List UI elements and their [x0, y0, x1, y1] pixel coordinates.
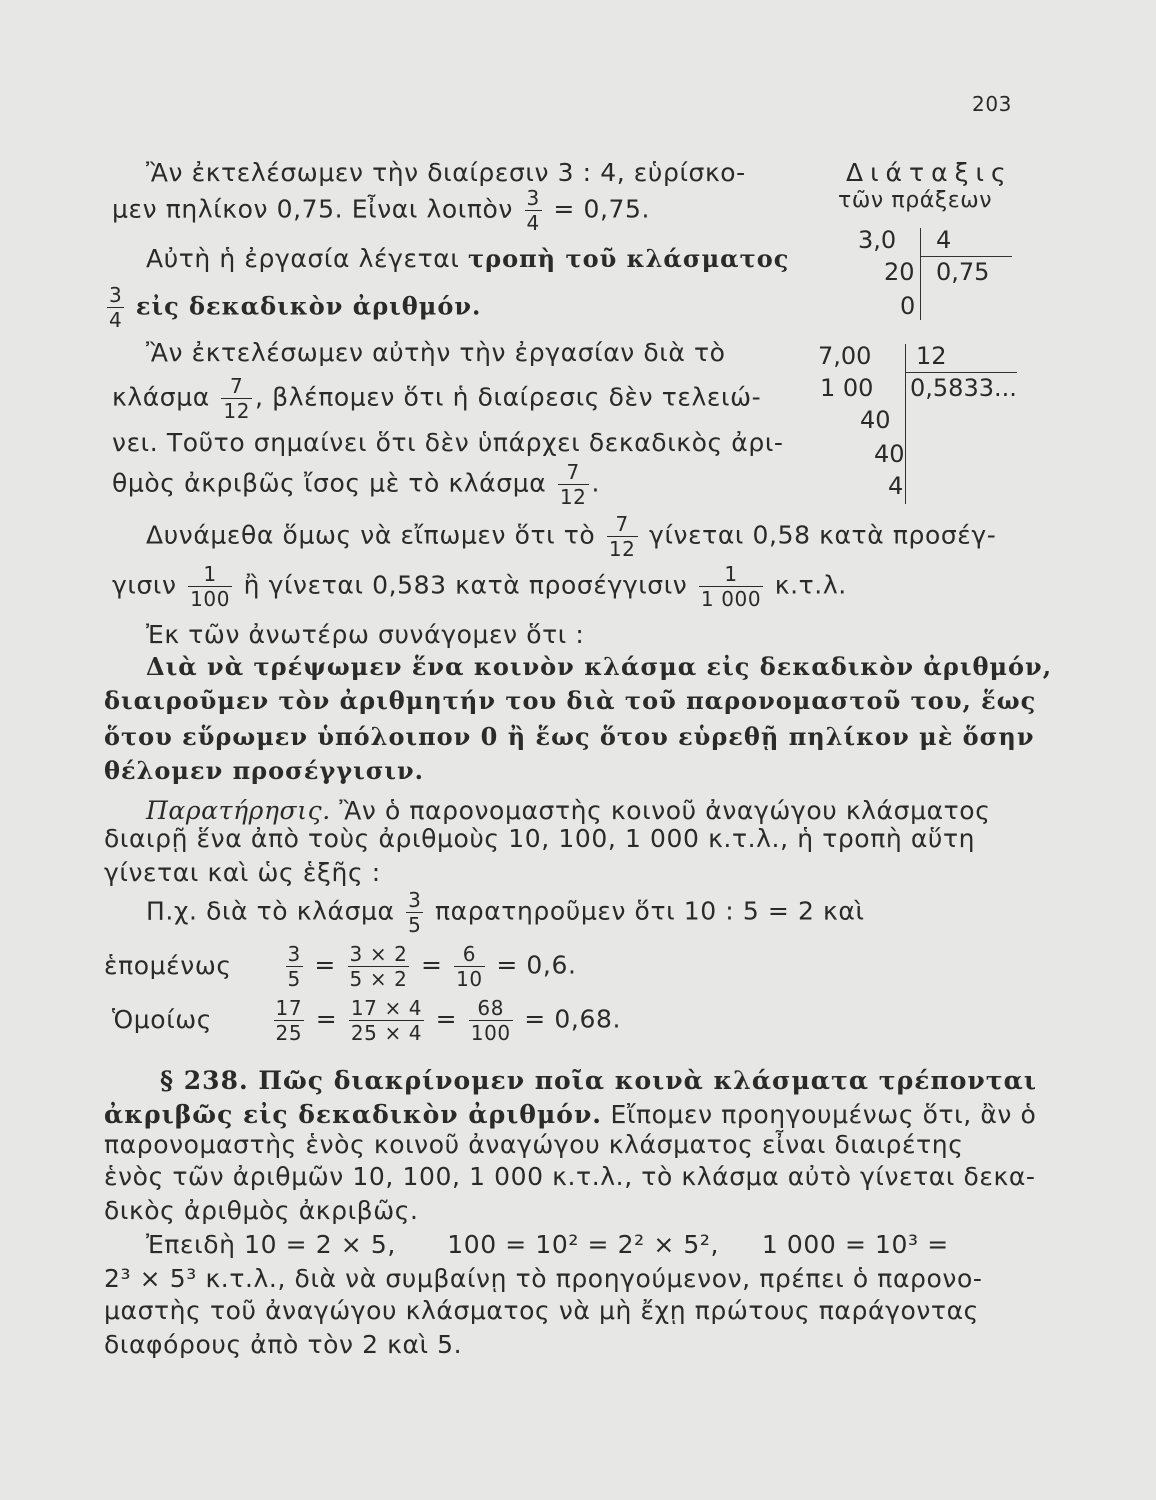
remark-line2: διαιρῇ ἕνα ἀπὸ τοὺς ἀριθμοὺς 10, 100, 1 000 κ.τ.λ., ἡ τροπὴ αὕτη: [104, 824, 976, 853]
remark-example: Π.χ. διὰ τὸ κλάσμα $\frac{3}{5}$ παρατηροῦμεν ὅτι 10 : 5 = 2 καὶ: [146, 888, 865, 937]
section-line6: 2³ × 5³ κ.τ.λ., διὰ νὰ συμβαίνῃ τὸ προηγούμενον, πρέπει ὁ παρονο-: [104, 1264, 983, 1293]
fraction-3-5: $\frac{3}{5}$: [408, 888, 422, 937]
rule-line2: διαιροῦμεν τὸν ἀριθμητήν του διὰ τοῦ παρονομαστοῦ του, ἕως: [104, 686, 1037, 715]
fraction-7-12: $\frac{7}{12}$: [559, 460, 587, 509]
page-number: 203: [972, 92, 1012, 116]
p3-line4: θμὸς ἀκριβῶς ἴσος μὲ τὸ κλάσμα $\frac{7}{12}$ .: [112, 460, 601, 509]
fraction-1-1000: $\frac{1}{1 000}$: [700, 562, 762, 611]
p4-line1: Δυνάμεθα ὅμως νὰ εἴπωμεν ὅτι τὸ $\frac{7}{12}$ γίνεται 0,58 κατὰ προσέγ-: [146, 512, 997, 561]
p1-line1: Ἂν ἐκτελέσωμεν τὴν διαίρεσιν 3 : 4, εὑρίσκο-: [146, 158, 746, 187]
side-title: Διάταξις: [846, 158, 1013, 187]
section-line7: μαστὴς τοῦ ἀναγώγου κλάσματος νὰ μὴ ἔχῃ πρώτους παράγοντας: [104, 1296, 979, 1325]
p3-line1: Ἂν ἐκτελέσωμεν αὐτὴν τὴν ἐργασίαν διὰ τὸ: [146, 338, 726, 367]
section-line4: δικὸς ἀριθμὸς ἀκριβῶς.: [104, 1196, 419, 1225]
p3-line2: κλάσμα $\frac{7}{12}$ , βλέπομεν ὅτι ἡ διαίρεσις δὲν τελειώ-: [112, 374, 762, 423]
fraction-7-12: $\frac{7}{12}$: [608, 512, 636, 561]
section-line1: ἀκριβῶς εἰς δεκαδικὸν ἀριθμόν. Εἴπομεν προηγουμένως ὅτι, ἂν ὁ: [104, 1100, 1037, 1129]
section-heading: § 238. Πῶς διακρίνομεν ποῖα κοινὰ κλάσματα τρέπονται: [160, 1066, 1037, 1095]
fraction-3-4: $\frac{3}{4}$: [109, 283, 123, 332]
rule-line3: ὅτου εὕρωμεν ὑπόλοιπον 0 ἢ ἕως ὅτου εὑρεθῇ πηλίκον μὲ ὅσην: [104, 722, 1035, 751]
section-line2: παρονομαστὴς ἑνὸς κοινοῦ ἀναγώγου κλάσματος εἶναι διαιρέτης: [104, 1130, 964, 1159]
section-line5: Ἐπειδὴ 10 = 2 × 5, 100 = 10² = 2² × 5², 1 000 = 10³ =: [146, 1230, 949, 1259]
section-line8: διαφόρους ἀπὸ τὸν 2 καὶ 5.: [104, 1330, 463, 1359]
rule-line1: Διὰ νὰ τρέψωμεν ἕνα κοινὸν κλάσμα εἰς δεκαδικὸν ἀριθμόν,: [146, 652, 1053, 681]
remark-line1: Παρατήρησις. Ἂν ὁ παρονομαστὴς κοινοῦ ἀναγώγου κλάσματος: [146, 796, 991, 825]
p2-line1: Αὐτὴ ἡ ἐργασία λέγεται τροπὴ τοῦ κλάσματος: [146, 244, 790, 273]
p3-line3: νει. Τοῦτο σημαίνει ὅτι δὲν ὑπάρχει δεκαδικὸς ἀρι-: [112, 428, 784, 457]
remark-line3: γίνεται καὶ ὡς ἑξῆς :: [104, 858, 381, 887]
fraction-3-4: $\frac{3}{4}$: [526, 186, 540, 235]
p4-line2: γισιν $\frac{1}{100}$ ἢ γίνεται 0,583 κατὰ προσέγγισιν $\frac{1}{1 000}$ κ.τ.λ.: [112, 562, 847, 611]
equation-1: ἑπομένως $\frac{3}{5}$ = $\frac{3 \times 2}{5 \times 2}$ = $\frac{6}{10}$ = 0,6.: [104, 942, 577, 991]
p1-line2: μεν πηλίκον 0,75. Εἶναι λοιπὸν $\frac{3}{4}$ = 0,75.: [112, 186, 651, 235]
side-subtitle: τῶν πράξεων: [838, 188, 993, 213]
p2-line2: $\frac{3}{4}$ εἰς δεκαδικὸν ἀριθμόν.: [109, 283, 482, 332]
fraction-1-100: $\frac{1}{100}$: [190, 562, 231, 611]
section-line3: ἑνὸς τῶν ἀριθμῶν 10, 100, 1 000 κ.τ.λ., τὸ κλάσμα αὐτὸ γίνεται δεκα-: [104, 1162, 1036, 1191]
p5-line1: Ἐκ τῶν ἀνωτέρω συνάγομεν ὅτι :: [146, 620, 585, 649]
rule-line4: θέλομεν προσέγγισιν.: [104, 756, 425, 785]
fraction-7-12: $\frac{7}{12}$: [223, 374, 251, 423]
equation-2: Ὁμοίως $\frac{17}{25}$ = $\frac{17 \times 4}{25 \times 4}$ = $\frac{68}{100}$ = 0,68.: [112, 996, 622, 1045]
